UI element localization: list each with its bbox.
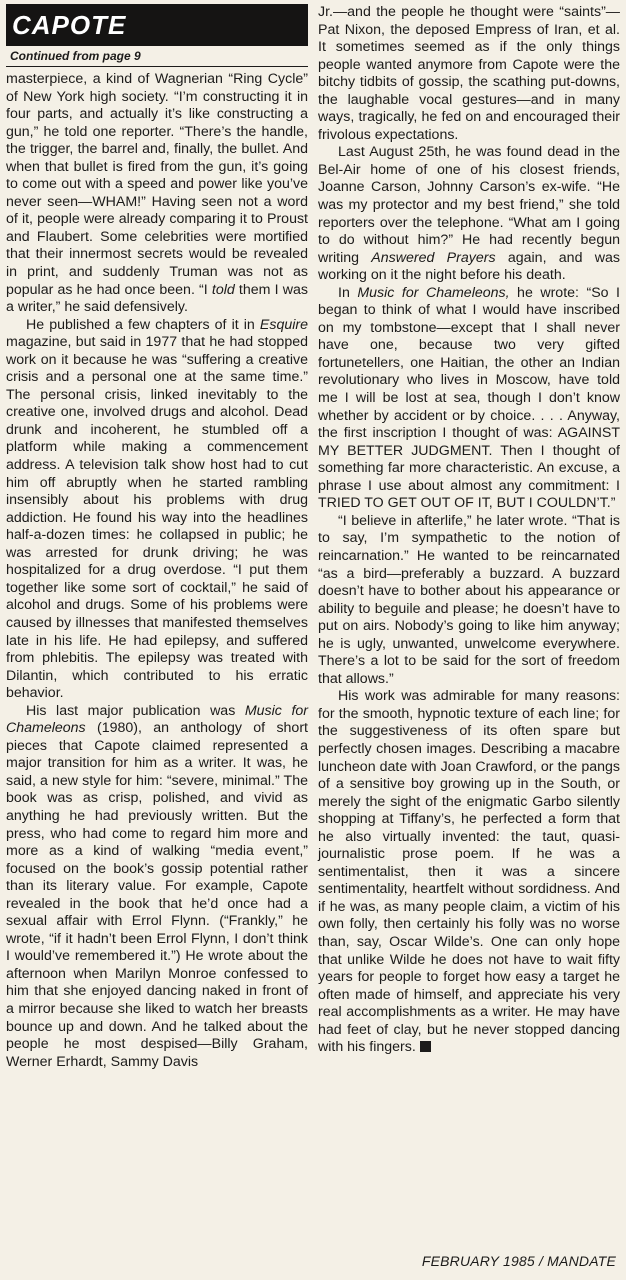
continued-note: Continued from page 9 <box>6 46 308 67</box>
paragraph: His work was admirable for many reasons: for the smooth, hypnotic texture of each line; for the suggestiveness of its often spare but perfectly chosen images. Describing a macabre luncheon date with Joan Crawford, or the pangs of a sensitive boy growing up in the South, or merely the sight of the enigmatic Garbo silently shopping at Tiffany’s, he perfected a form that he also virtually invented: the taut, quasi-journalistic prose poem. If he was a sentimentalist, then it was a sincere sentimentality, heartfelt without sordidness. And if he was, as many people claim, a victim of his own folly, then certainly his folly was no worse than, say, Oscar Wilde’s. One can only hope that unlike Wilde he does not have to wait fifty years for people to forget how easy a target he often made of himself, and appreciate his very real accomplishments as a writer. He may have had feet of clay, but he never stopped dancing with his fingers. <box>318 688 620 1056</box>
section-header: CAPOTE <box>6 4 308 46</box>
page-footer: FEBRUARY 1985 / MANDATE <box>421 1253 616 1269</box>
end-of-article-square-icon <box>420 1041 431 1052</box>
paragraph: masterpiece, a kind of Wagnerian “Ring Cycle” of New York high society. “I’m constructing it in four parts, and actually it’s like constructing a gun,” he told one reporter. “There’s the handle, the trigger, the barrel and, finally, the bullet. And when that bullet is fired from the gun, it’s going to come out with a speed and power like you’ve never seen—WHAM!” Having seen not a word of it, people were already comparing it to Proust and Flaubert. Some celebrities were mortified that their innermost secrets would be revealed in print, and suddenly Truman was not as popular as he had once been. “I told them I was a writer,” he said defensively. <box>6 71 308 316</box>
paragraph: He published a few chapters of it in Esquire magazine, but said in 1977 that he had stopped work on it because he was “suffering a creative crisis and a personal one at the same time.” The personal crisis, linked inevitably to the creative one, involved drugs and alcohol. Dead drunk and incoherent, he stumbled off a platform while making a commencement address. A television talk show host had to cut him off abruptly when he started rambling insensibly about his problems with drug addiction. He found his way into the headlines half-a-dozen times: he collapsed in public; he was arrested for drunk driving; he was hospitalized for a drug overdose. “I put them together like some sort of cocktail,” he said of alcohol and drugs. Some of his problems were caused by illnesses that manifested themselves late in his life. He had epilepsy, and suffered from phlebitis. The epilepsy was treated with Dilantin, which contributed to his erratic behavior. <box>6 316 308 702</box>
left-column <box>6 4 308 1071</box>
right-column <box>318 4 620 1057</box>
paragraph: In Music for Chameleons, he wrote: “So I began to think of what I would have inscribed on my tombstone—except that I shall never have one, because two very gifted fortunetellers, one Haitian, the other an Indian revolutionary who lives in Moscow, have told me I will be lost at sea, though I don’t know whether by accident or by choice. . . . Anyway, the first inscription I thought of was: AGAINST MY BETTER JUDGMENT. Then I thought of something far more characteristic. An excuse, a phrase I use about almost any commitment: I TRIED TO GET OUT OF IT, BUT I COULDN’T.” <box>318 284 620 512</box>
paragraph: “I believe in afterlife,” he later wrote. “That is to say, I’m sympathetic to the notion of reincarnation.” He wanted to be reincarnated “as a bird—preferably a buzzard. A buzzard doesn’t have to bother about his appearance or ability to beguile and please; he doesn’t have to put on airs. Nobody’s going to like him anyway; he is ugly, unwanted, unwelcome everywhere. There’s a lot to be said for the sort of freedom that allows.” <box>318 512 620 687</box>
paragraph: Jr.—and the people he thought were “saints”—Pat Nixon, the deposed Empress of Iran, et al. It sometimes seemed as if the only things people wanted anymore from Capote were the bitchy tidbits of gossip, the scathing put-downs, the laughable vocal gestures—and in many ways, tragically, he fed on and encouraged their frivolous expectations. <box>318 4 620 143</box>
paragraph: His last major publication was Music for Chameleons (1980), an anthology of short pieces that Capote claimed represented a major transition for him as a writer. It was, he said, a new style for him: “severe, minimal.” The book was as crisp, polished, and vivid as anything he had previously written. But the press, who had come to regard him more and more as a kind of walking “media event,” focused on the book’s gossip potential rather than its literary value. For example, Capote revealed in the book that he’d once had a sexual affair with Errol Flynn. (“Frankly,” he wrote, “if it hadn’t been Errol Flynn, I don’t think I would’ve remembered it.”) He wrote about the afternoon when Marilyn Monroe confessed to him that she enjoyed dancing naked in front of a mirror because she liked to watch her breasts bounce up and down. And he talked about the people he most despised—Billy Graham, Werner Erhardt, Sammy Davis <box>6 702 308 1070</box>
paragraph: Last August 25th, he was found dead in the Bel-Air home of one of his closest friends, Joanne Carson, Johnny Carson’s ex-wife. “He was my protector and my best friend,” she told reporters over the telephone. “What am I going to do without him?” He had recently begun writing Answered Prayers again, and was working on it the night before his death. <box>318 144 620 284</box>
